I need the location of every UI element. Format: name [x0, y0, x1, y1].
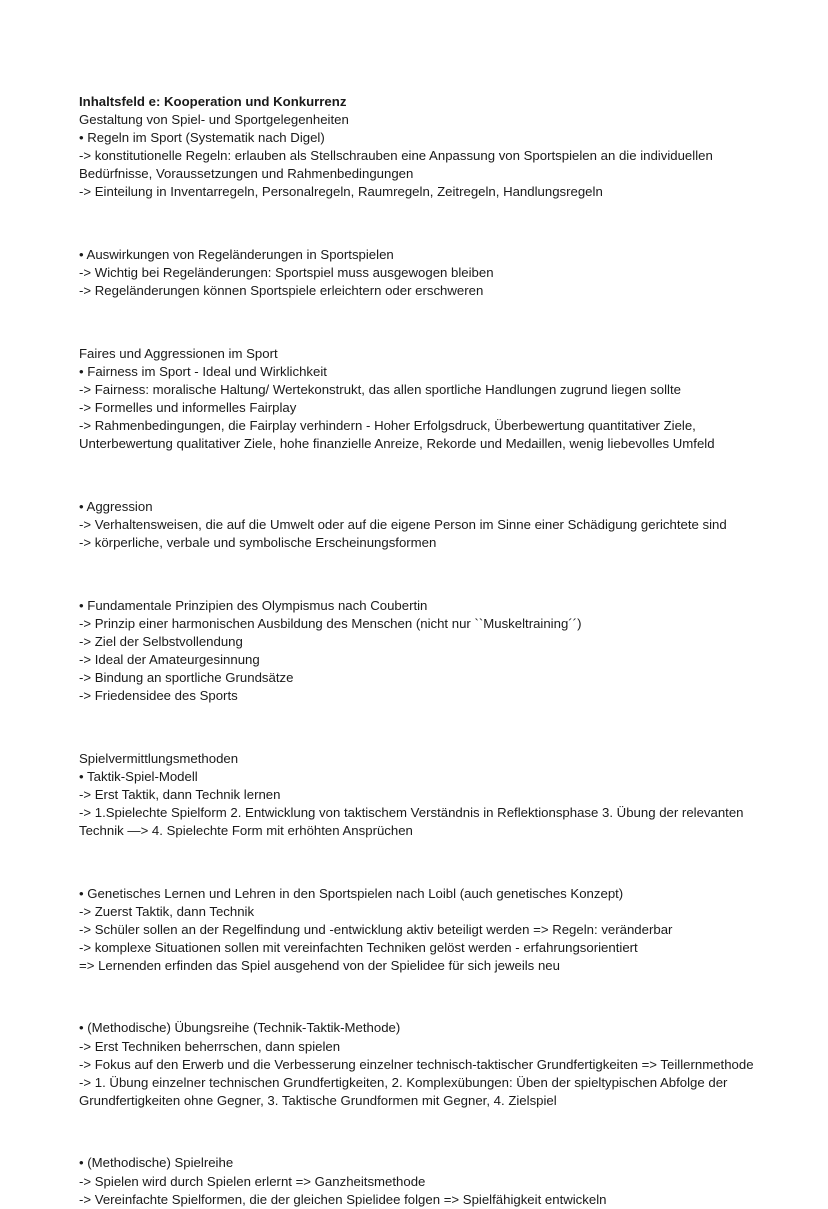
text-line: -> 1.Spielechte Spielform 2. Entwicklung von taktischem Verständnis in Reflektionsphase 3. Übung der relevanten Technik —> 4. Spielechte Form mit erhöhten Ansprüchen	[79, 804, 744, 838]
blank-line	[79, 215, 779, 233]
document-body	[79, 111, 779, 1209]
text-line: -> 1. Übung einzelner technischen Grundfertigkeiten, 2. Komplexübungen: Üben der spieltypischen Abfolge der Grundfertigkeiten ohne Gegner, 3. Taktische Grundformen mit Gegner, 4. Zielspiel	[79, 1074, 728, 1108]
text-line: • Regeln im Sport (Systematik nach Digel)	[79, 130, 325, 146]
text-line: -> Prinzip einer harmonischen Ausbildung des Menschen (nicht nur ``Muskeltraining´´)	[79, 615, 582, 631]
text-line: -> Einteilung in Inventarregeln, Personalregeln, Raumregeln, Zeitregeln, Handlungsregeln	[79, 184, 603, 200]
text-line: -> Wichtig bei Regeländerungen: Sportspiel muss ausgewogen bleiben	[79, 265, 494, 281]
text-line: • Auswirkungen von Regeländerungen in Sportspielen	[79, 247, 394, 263]
text-line: Spielvermittlungsmethoden	[79, 750, 239, 766]
text-line: • (Methodische) Spielreihe	[79, 1155, 234, 1171]
text-line: • Taktik-Spiel-Modell	[79, 768, 198, 784]
text-line: -> körperliche, verbale und symbolische Erscheinungsformen	[79, 535, 437, 550]
blank-line	[79, 718, 779, 736]
text-line: -> Fairness: moralische Haltung/ Wertekonstrukt, das allen sportliche Handlungen zugrund liegen sollte	[79, 381, 681, 397]
text-line: -> Schüler sollen an der Regelfindung und -entwicklung aktiv beteiligt werden => Regeln: veränderbar	[79, 921, 673, 937]
text-line: Faires und Aggressionen im Sport	[79, 345, 278, 361]
text-line: • (Methodische) Übungsreihe (Technik-Taktik-Methode)	[79, 1020, 401, 1036]
text-line: -> Ziel der Selbstvollendung	[79, 633, 243, 649]
text-line: -> konstitutionelle Regeln: erlauben als Stellschrauben eine Anpassung von Sportspielen an die individuellen Bedürfnisse, Voraussetzungen und Rahmenbedingungen	[79, 148, 713, 182]
text-line: -> komplexe Situationen sollen mit vereinfachten Techniken gelöst werden - erfahrungsorientiert	[79, 939, 638, 955]
blank-line	[79, 853, 779, 871]
text-line: • Aggression	[79, 498, 153, 514]
text-line: -> Vereinfachte Spielformen, die der gleichen Spielidee folgen => Spielfähigkeit entwickeln	[79, 1191, 607, 1207]
blank-line	[79, 565, 779, 583]
text-line: Gestaltung von Spiel- und Sportgelegenheiten	[79, 112, 349, 128]
text-line: -> Rahmenbedingungen, die Fairplay verhindern - Hoher Erfolgsdruck, Überbewertung quantitativer Ziele, Unterbewertung qualitativer Ziele, hohe finanzielle Anreize, Rekorde und Medaillen, wenig liebevolles Umfeld	[79, 418, 715, 452]
text-line: -> Ideal der Amateurgesinnung	[79, 651, 260, 667]
text-line: -> Erst Taktik, dann Technik lernen	[79, 786, 281, 802]
text-line: • Fairness im Sport - Ideal und Wirklichkeit	[79, 363, 327, 379]
text-line: -> Formelles und informelles Fairplay	[79, 400, 297, 416]
blank-line	[79, 988, 779, 1006]
blank-line	[79, 1123, 779, 1141]
document-page	[79, 93, 779, 1209]
text-line: -> Spielen wird durch Spielen erlernt => Ganzheitsmethode	[79, 1173, 426, 1189]
text-line: -> Erst Techniken beherrschen, dann spielen	[79, 1038, 341, 1054]
text-line: -> Fokus auf den Erwerb und die Verbesserung einzelner technisch-taktischer Grundfertigkeiten => Teillernmethode	[79, 1056, 754, 1072]
text-line: -> Friedensidee des Sports	[79, 688, 238, 704]
blank-line	[79, 467, 779, 485]
document-title: Inhaltsfeld e: Kooperation und Konkurrenz	[79, 94, 347, 109]
blank-line	[79, 314, 779, 332]
text-line: • Genetisches Lernen und Lehren in den Sportspielen nach Loibl (auch genetisches Konzept)	[79, 885, 624, 901]
text-line: • Fundamentale Prinzipien des Olympismus nach Coubertin	[79, 597, 428, 613]
text-line: -> Bindung an sportliche Grundsätze	[79, 669, 294, 685]
text-line: -> Verhaltensweisen, die auf die Umwelt oder auf die eigene Person im Sinne einer Schädigung gerichtete sind	[79, 516, 727, 532]
text-line: -> Zuerst Taktik, dann Technik	[79, 903, 255, 919]
text-line: -> Regeländerungen können Sportspiele erleichtern oder erschweren	[79, 283, 484, 299]
text-line: => Lernenden erfinden das Spiel ausgehend von der Spielidee für sich jeweils neu	[79, 957, 560, 973]
